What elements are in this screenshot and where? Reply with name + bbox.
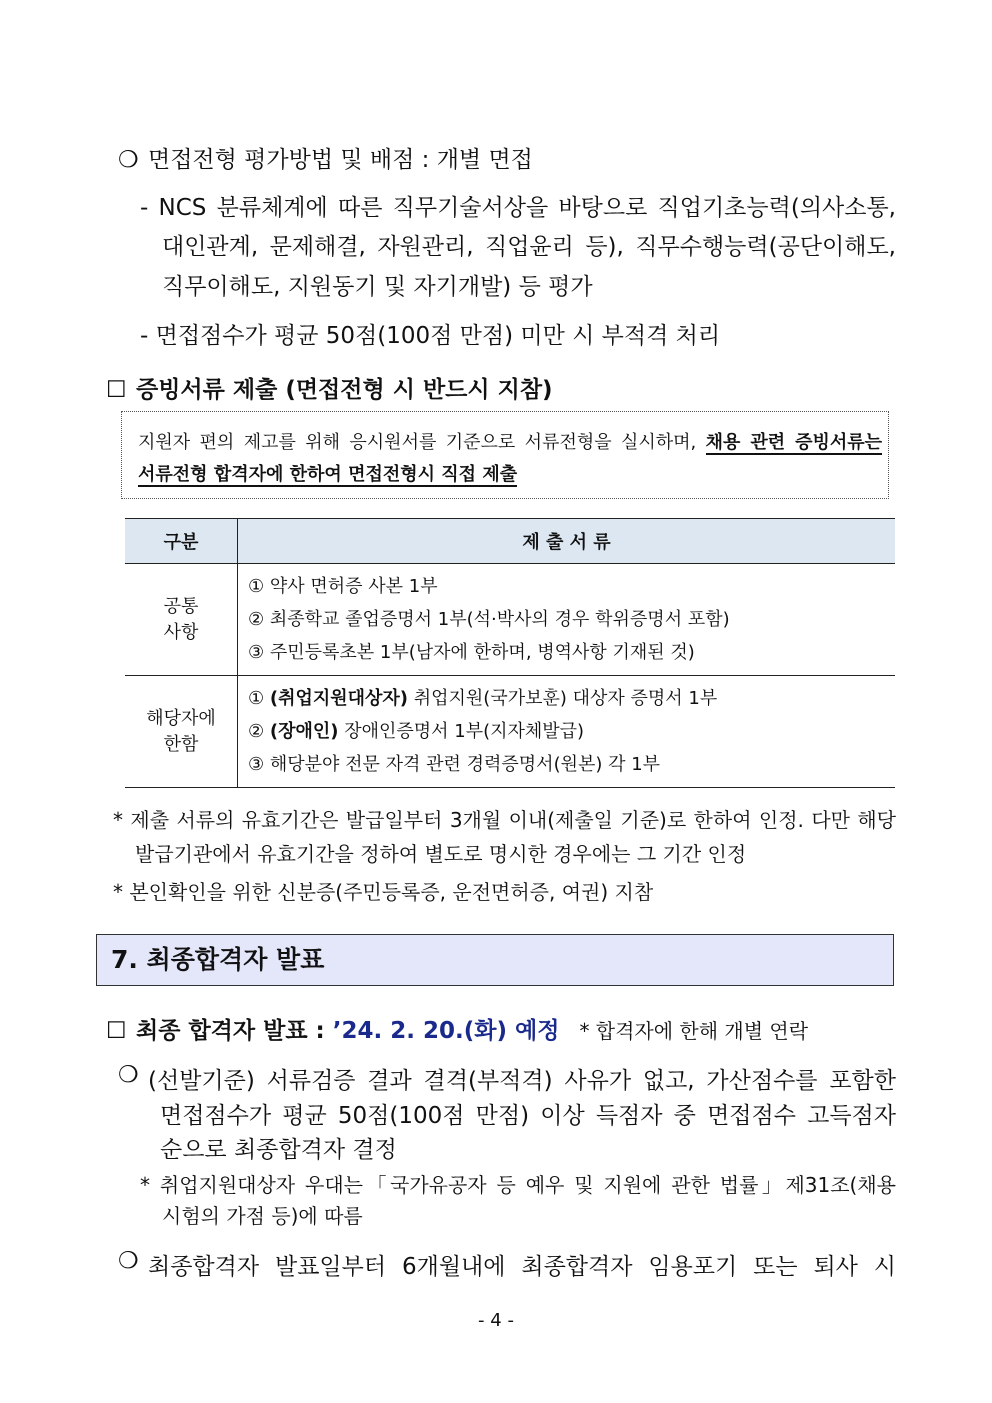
final-line: ❍ 최종합격자 발표일부터 6개월내에 최종합격자 임용포기 또는 퇴사 시	[118, 1248, 896, 1280]
circle-bullet-icon: ❍	[118, 147, 139, 173]
criteria-line2: 면접점수가 평균 50점(100점 만점) 이상 득점자 중 면접점수 고득점자	[160, 1103, 896, 1129]
page-number: - 4 -	[478, 1310, 514, 1331]
circle-bullet-icon: ❍	[118, 1062, 139, 1088]
interview-bullet1-line3: 직무이해도, 지원동기 및 자기개발) 등 평가	[162, 274, 593, 300]
common-items	[238, 564, 896, 676]
list-item: ② 최종학교 졸업증명서 1부(석·박사의 경우 학위증명서 포함)	[248, 609, 730, 630]
docs-note-line1: 지원자 편의 제고를 위해 응시원서를 기준으로 서류전형을 실시하며, 채용 관련 증빙서류는	[138, 432, 883, 453]
applicable-items	[238, 676, 896, 788]
criteria-note-line2: 시험의 가점 등)에 따름	[162, 1204, 363, 1228]
interview-bullet1-line1: - NCS 분류체계에 따른 직무기술서상을 바탕으로 직업기초능력(의사소통,	[140, 195, 896, 221]
table-row	[125, 676, 895, 788]
docs-note-line2: 서류전형 합격자에 한하여 면접전형시 직접 제출	[138, 464, 518, 485]
circle-bullet-icon: ❍	[118, 1248, 139, 1274]
list-item: ② (장애인) 장애인증명서 1부(지자체발급)	[248, 721, 585, 742]
criteria-line3: 순으로 최종합격자 결정	[160, 1137, 397, 1163]
note2: * 본인확인을 위한 신분증(주민등록증, 운전면허증, 여권) 지참	[113, 880, 654, 904]
applicable-label: 해당자에 한함	[125, 676, 238, 788]
interview-heading: ❍ 면접전형 평가방법 및 배점 : 개별 면접	[118, 147, 533, 173]
list-item: ① (취업지원대상자) 취업지원(국가보훈) 대상자 증명서 1부	[248, 688, 718, 709]
final-announce: ☐ 최종 합격자 발표 : ’24. 2. 20.(화) 예정 * 합격자에 한해 개별 연락	[106, 1018, 809, 1044]
criteria-note-line1: * 취업지원대상자 우대는「국가유공자 등 예우 및 지원에 관한 법률」제31조(채용	[140, 1173, 896, 1197]
square-bullet-icon: ☐	[106, 1018, 127, 1044]
note1-line1: * 제출 서류의 유효기간은 발급일부터 3개월 이내(제출일 기준)로 한하여 인정. 다만 해당	[113, 808, 896, 832]
table-header-documents: 제 출 서 류	[238, 519, 896, 564]
interview-bullet2: - 면접점수가 평균 50점(100점 만점) 미만 시 부적격 처리	[140, 323, 721, 349]
table-header-row	[125, 519, 895, 564]
docs-table	[125, 518, 895, 788]
section7-title: 7. 최종합격자 발표	[96, 934, 894, 986]
interview-bullet1-line2: 대인관계, 문제해결, 자원관리, 직업윤리 등), 직무수행능력(공단이해도,	[162, 234, 896, 260]
list-item: ③ 주민등록초본 1부(남자에 한하며, 병역사항 기재된 것)	[248, 642, 695, 663]
common-label: 공통 사항	[125, 564, 238, 676]
list-item: ③ 해당분야 전문 자격 관련 경력증명서(원본) 각 1부	[248, 754, 661, 775]
table-row	[125, 564, 895, 676]
criteria-line1: ❍ (선발기준) 서류검증 결과 결격(부적격) 사유가 없고, 가산점수를 포함한	[118, 1062, 896, 1094]
docs-heading: ☐ 증빙서류 제출 (면접전형 시 반드시 지참)	[106, 377, 553, 403]
square-bullet-icon: ☐	[106, 377, 127, 403]
docs-note-box	[121, 411, 889, 499]
list-item: ① 약사 면허증 사본 1부	[248, 576, 438, 597]
table-header-category: 구분	[125, 519, 238, 564]
note1-line2: 발급기관에서 유효기간을 정하여 별도로 명시한 경우에는 그 기간 인정	[135, 842, 747, 866]
